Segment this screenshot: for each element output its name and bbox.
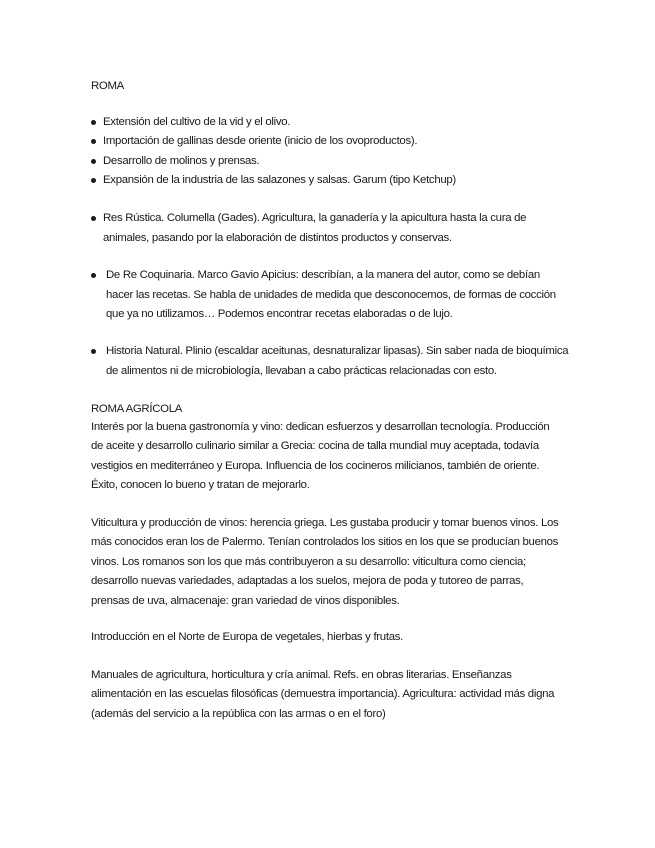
list-item-text: Historia Natural. Plinio (escaldar aceitunas, desnaturalizar lipasas). Sin saber nada de bioquímica de alimentos ni de microbiología, llevaban a cabo prácticas relacionadas con esto.: [106, 345, 569, 377]
paragraph: Interés por la buena gastronomía y vino: dedican esfuerzos y desarrollan tecnología. Producción de aceite y desarrollo culinario similar a Grecia: cocina de talla mundial muy aceptada, todavía vestigios en mediterráneo y Europa. Influencia de los cocineros milicianos, también de oriente. Éxito, conocen lo bueno y tratan de mejorarlo.: [91, 421, 550, 492]
section-title-roma-agricola: ROMA AGRÍCOLA: [91, 403, 183, 415]
list-item-text: Res Rústica. Columella (Gades). Agricultura, la ganadería y la apicultura hasta la cura de animales, pasando por la elaboración de distintos productos y conservas.: [103, 212, 527, 244]
list-item: Extensión del cultivo de la vid y el olivo.: [91, 113, 571, 132]
roma-short-list: [91, 113, 571, 190]
list-item: Desarrollo de molinos y prensas.: [91, 152, 571, 171]
section-title-roma: ROMA: [91, 80, 124, 92]
bullet-icon: [91, 216, 96, 221]
list-item: Expansión de la industria de las salazones y salsas. Garum (tipo Ketchup): [91, 171, 571, 190]
paragraph: Manuales de agricultura, horticultura y cría animal. Refs. en obras literarias. Enseñanzas alimentación en las escuelas filosóficas (demuestra importancia). Agricultura: actividad más digna (además del servicio a la república con las armas o en el foro): [91, 669, 555, 720]
list-item-de-re-coquinaria: [91, 266, 571, 325]
paragraph: Viticultura y producción de vinos: herencia griega. Les gustaba producir y tomar buenos vinos. Los más conocidos eran los de Palermo. Tenían controlados los sitios en los que se producían buenos vinos. Los romanos son los que más contribuyeron a su desarrollo: viticultura como ciencia; desarrollo nuevas variedades, adaptadas a los suelos, mejora de poda y tutoreo de parras, prensas de uva, almacenaje: gran variedad de vinos disponibles.: [91, 517, 559, 607]
list-item-historia-natural: [91, 342, 571, 381]
list-item: Importación de gallinas desde oriente (inicio de los ovoproductos).: [91, 132, 571, 151]
list-item-text: De Re Coquinaria. Marco Gavio Apicius: describían, a la manera del autor, como se debían hacer las recetas. Se habla de unidades de medida que desconocemos, de formas de cocción que ya no utilizamos… Podemos encontrar recetas elaboradas o de lujo.: [106, 269, 556, 321]
bullet-icon: [91, 349, 96, 354]
bullet-icon: [91, 273, 96, 278]
list-item-res-rustica: [91, 209, 571, 248]
paragraph: Introducción en el Norte de Europa de vegetales, hierbas y frutas.: [91, 631, 403, 643]
